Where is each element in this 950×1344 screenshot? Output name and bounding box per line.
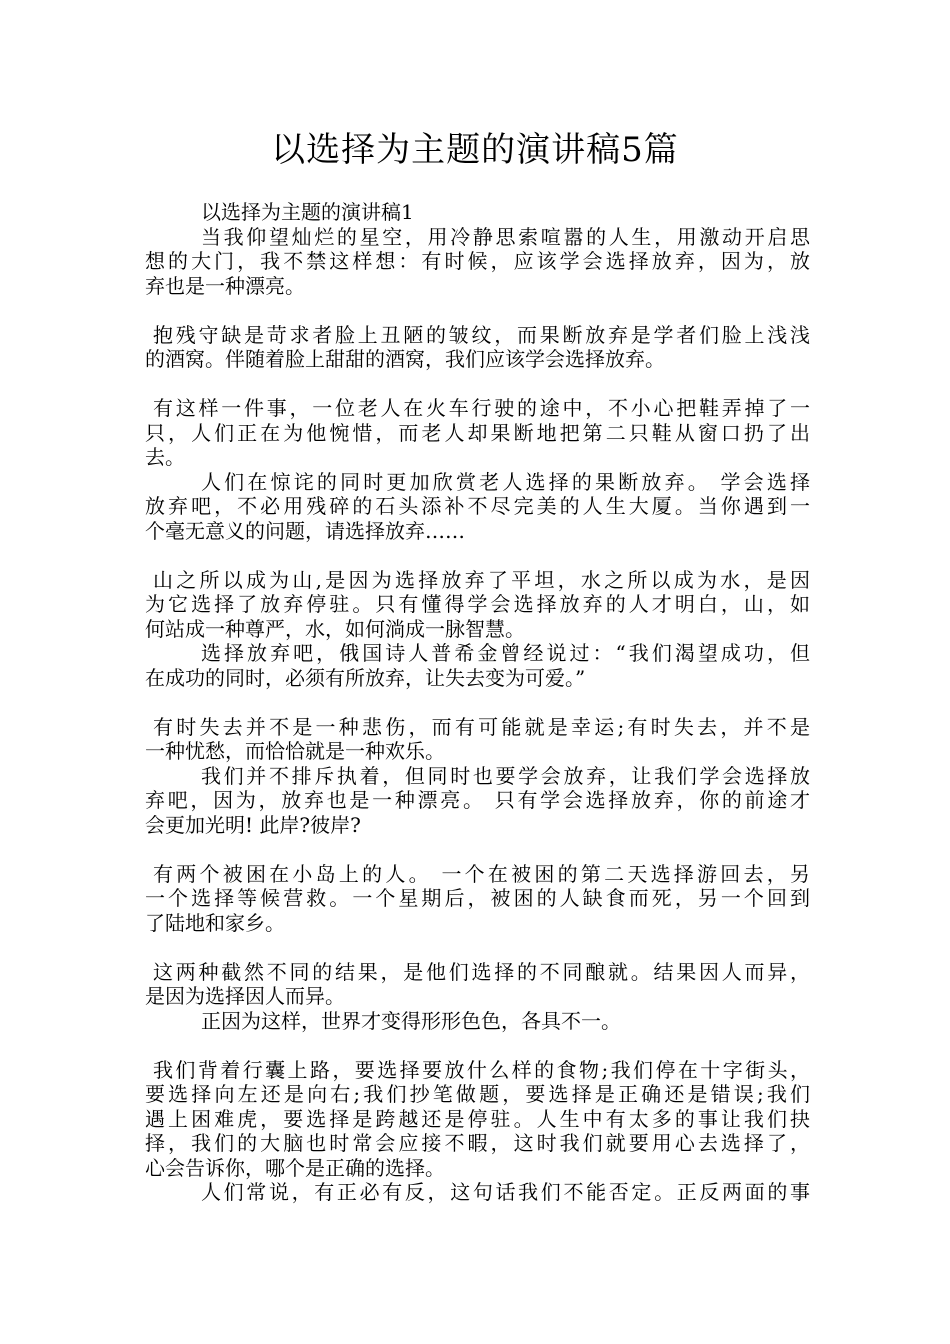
- blank-line: [145, 1033, 810, 1058]
- text-line: 想的大门，我不禁这样想：有时候，应该学会选择放弃，因为，放: [145, 249, 810, 273]
- blank-line: [145, 935, 810, 960]
- text-line: 有这样一件事，一位老人在火车行驶的途中，不小心把鞋弄掉了一: [153, 396, 810, 420]
- text-line: 正因为这样，世界才变得形形色色，各具不一。: [201, 1008, 621, 1033]
- document-body: [145, 200, 810, 1205]
- text-line: 这两种截然不同的结果，是他们选择的不同酿就。结果因人而异，: [153, 959, 810, 984]
- text-line: 一种忧愁，而恰恰就是一种欢乐。: [145, 739, 445, 763]
- text-line: 是因为选择因人而异。: [145, 984, 345, 1008]
- text-line: 会更加光明! 此岸?彼岸?: [145, 812, 361, 837]
- text-line: 个毫无意义的问题，请选择放弃……: [145, 518, 465, 543]
- text-line: 以选择为主题的演讲稿1: [201, 200, 414, 224]
- text-line: 抱残守缺是苛求者脸上丑陋的皱纹，而果断放弃是学者们脸上浅浅: [153, 322, 810, 347]
- text-line: 在成功的同时，必须有所放弃，让失去变为可爱。”: [145, 665, 586, 690]
- text-line: 为它选择了放弃停驻。只有懂得学会选择放弃的人才明白，山，如: [145, 592, 810, 616]
- blank-line: [145, 837, 810, 862]
- text-line: 有两个被困在小岛上的人。 一个在被困的第二天选择游回去，另: [153, 861, 810, 886]
- text-line: 只，人们正在为他惋惜，而老人却果断地把第二只鞋从窗口扔了出: [145, 420, 810, 445]
- text-line: 何站成一种尊严，水，如何淌成一脉智慧。: [145, 616, 525, 641]
- text-line: 放弃吧，不必用残碎的石头添补不尽完美的人生大厦。当你遇到一: [145, 494, 810, 518]
- text-line: 弃吧，因为，放弃也是一种漂亮。 只有学会选择放弃，你的前途才: [145, 788, 810, 812]
- text-line: 去。: [145, 445, 185, 469]
- blank-line: [145, 372, 810, 397]
- text-line: 心会告诉你，哪个是正确的选择。: [145, 1155, 445, 1180]
- blank-line: [145, 543, 810, 568]
- text-line: 选择放弃吧，俄国诗人普希金曾经说过：“我们渴望成功，但: [201, 641, 810, 665]
- text-line: 人们在惊诧的同时更加欣赏老人选择的果断放弃。 学会选择: [201, 469, 810, 494]
- text-line: 弃也是一种漂亮。: [145, 273, 305, 298]
- text-line: 了陆地和家乡。: [145, 910, 285, 935]
- text-line: 我们并不排斥执着，但同时也要学会放弃，让我们学会选择放: [201, 763, 810, 788]
- blank-line: [145, 298, 810, 323]
- text-line: 山之所以成为山,是因为选择放弃了平坦，水之所以成为水，是因: [153, 567, 810, 592]
- text-line: 一个选择等候营救。一个星期后，被困的人缺食而死，另一个回到: [145, 886, 810, 910]
- text-line: 有时失去并不是一种悲伤，而有可能就是幸运;有时失去，并不是: [153, 714, 810, 739]
- blank-line: [145, 690, 810, 715]
- text-line: 择，我们的大脑也时常会应接不暇，这时我们就要用心去选择了，: [145, 1131, 810, 1155]
- text-line: 的酒窝。伴随着脸上甜甜的酒窝，我们应该学会选择放弃。: [145, 347, 665, 371]
- text-line: 我们背着行囊上路，要选择要放什么样的食物;我们停在十字街头，: [153, 1057, 810, 1082]
- text-line: 遇上困难虎，要选择是跨越还是停驻。人生中有太多的事让我们抉: [145, 1106, 810, 1131]
- text-line: 要选择向左还是向右;我们抄笔做题，要选择是正确还是错误;我们: [145, 1082, 810, 1106]
- document-title: 以选择为主题的演讲稿5篇: [271, 130, 679, 170]
- text-line: 人们常说，有正必有反，这句话我们不能否定。正反两面的事: [201, 1180, 810, 1204]
- text-line: 当我仰望灿烂的星空，用冷静思索喧嚣的人生，用激动开启思: [201, 224, 810, 249]
